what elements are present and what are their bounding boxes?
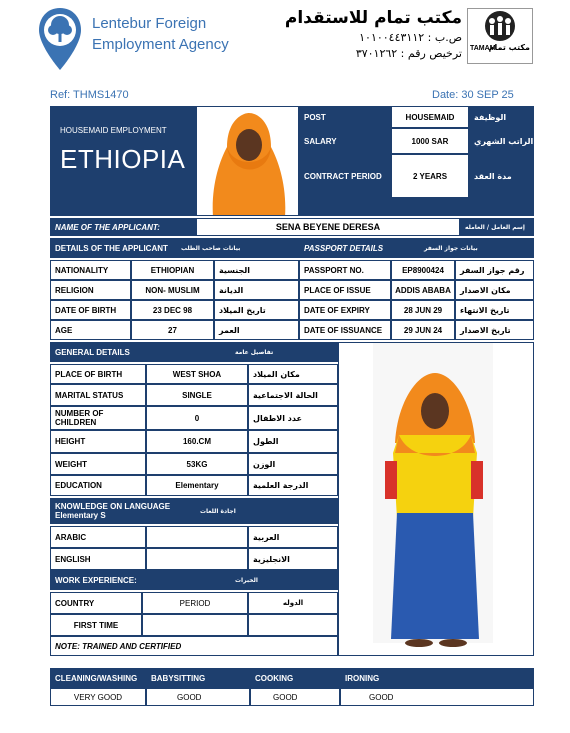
reference-number: Ref: THMS1470 (50, 89, 129, 101)
table-row-arabic: الجنسية (214, 260, 299, 280)
applicant-name-label: NAME OF THE APPLICANT: (50, 218, 196, 236)
table-row-label: DATE OF EXPIRY (299, 300, 391, 320)
work-country-label: COUNTRY (50, 592, 142, 614)
passport-header-arabic: بيانات جواز السفر (419, 238, 534, 258)
work-first-time: FIRST TIME (50, 614, 142, 636)
table-row-value: EP8900424 (391, 260, 455, 280)
table-row-value: 28 JUN 29 (391, 300, 455, 320)
language-english-ar: الانجليزية (248, 548, 338, 570)
language-header-arabic: اجادة اللغات (195, 498, 338, 524)
table-row-label: NATIONALITY (50, 260, 131, 280)
agency-logo (36, 6, 84, 74)
office-po-box: ص.ب : ١٠١٠٠٤٤٣١١٢ (359, 31, 462, 44)
agency-name: Lentebur Foreign Employment Agency (92, 15, 229, 53)
table-row-value: 29 JUN 24 (391, 320, 455, 340)
office-license: ترخيص رقم : ٣٧٠١٢٦٢ (355, 47, 462, 60)
table-row-arabic: مكان الميلاد (248, 364, 338, 384)
language-label-arabic: ARABIC (50, 526, 146, 548)
language-label-english: ENGLISH (50, 548, 146, 570)
table-row-arabic: الديانة (214, 280, 299, 300)
applicant-full-photo (338, 342, 534, 656)
work-period-label: PERIOD (142, 592, 248, 614)
table-row-arabic: تاريخ الميلاد (214, 300, 299, 320)
tree-pin-icon (36, 6, 84, 74)
arabic-office-header (262, 6, 462, 66)
table-row-value: ADDIS ABABA (391, 280, 455, 300)
passport-header: PASSPORT DETAILS (299, 238, 419, 258)
general-header-arabic: تفاصيل عامة (230, 342, 338, 362)
table-row-value: 160.CM (146, 430, 248, 453)
table-row-label: DATE OF ISSUANCE (299, 320, 391, 340)
skill-header: CLEANING/WASHING (50, 668, 146, 688)
table-row-value: 27 (131, 320, 214, 340)
table-row-arabic: الدرجة العلمية (248, 475, 338, 496)
table-row-arabic: تاريخ الاصدار (455, 320, 534, 340)
salary-label: SALARY (299, 128, 391, 154)
table-row-value: 23 DEC 98 (131, 300, 214, 320)
table-row-arabic: الوزن (248, 453, 338, 475)
table-row-label: WEIGHT (50, 453, 146, 475)
salary-arabic: الراتب الشهري (469, 128, 534, 154)
applicant-name-arabic: إسم العامل / العامله (460, 218, 534, 236)
table-row-arabic: رقم جواز السفر (455, 260, 534, 280)
table-row-label: PLACE OF BIRTH (50, 364, 146, 384)
skill-value: GOOD (250, 688, 340, 706)
table-row-value: SINGLE (146, 384, 248, 406)
table-row-value: NON- MUSLIM (131, 280, 214, 300)
work-first-time-period (142, 614, 248, 636)
details-header: DETAILS OF THE APPLICANT (50, 238, 176, 258)
country-title: ETHIOPIA (60, 144, 186, 174)
work-first-time-extra (248, 614, 338, 636)
table-row-arabic: عدد الاطفال (248, 406, 338, 430)
document-date: Date: 30 SEP 25 (432, 89, 514, 101)
table-row-label: PLACE OF ISSUE (299, 280, 391, 300)
table-row-label: DATE OF BIRTH (50, 300, 131, 320)
details-header-arabic: بيانات صاحب الطلب (176, 238, 299, 258)
post-label: POST (299, 106, 391, 128)
work-header: WORK EXPERIENCE: (50, 570, 230, 590)
work-note: NOTE: TRAINED AND CERTIFIED (50, 636, 338, 656)
table-row-value: ETHIOPIAN (131, 260, 214, 280)
office-title: مكتب تمام للاستقدام (284, 8, 462, 28)
table-row-label: NUMBER OF CHILDREN (50, 406, 146, 430)
post-arabic: الوظيفة (469, 106, 534, 128)
work-header-arabic: الخبرات (230, 570, 338, 590)
skill-value: VERY GOOD (50, 688, 146, 706)
skill-value: GOOD (340, 688, 534, 706)
top-block-spacer (299, 198, 534, 216)
contract-label: CONTRACT PERIOD (299, 154, 391, 198)
contract-arabic: مدة العقد (469, 154, 534, 198)
tamam-logo: TAMAM مكتب تمام (467, 8, 533, 64)
table-row-arabic: تاريخ الانتهاء (455, 300, 534, 320)
family-icon (468, 9, 532, 43)
language-header: KNOWLEDGE ON LANGUAGE Elementary S (50, 498, 195, 524)
table-row-value: 0 (146, 406, 248, 430)
table-row-label: EDUCATION (50, 475, 146, 496)
skill-value: GOOD (146, 688, 250, 706)
table-row-value: Elementary (146, 475, 248, 496)
applicant-name: SENA BEYENE DERESA (196, 218, 460, 236)
language-level-arabic (146, 526, 248, 548)
salary-value: 1000 SAR (391, 128, 469, 154)
table-row-label: HEIGHT (50, 430, 146, 453)
country-banner: HOUSEMAID EMPLOYMENT ETHIOPIA (50, 106, 196, 216)
language-arabic-ar: العربية (248, 526, 338, 548)
table-row-arabic: العمر (214, 320, 299, 340)
table-row-label: RELIGION (50, 280, 131, 300)
table-row-arabic: مكان الاصدار (455, 280, 534, 300)
post-value: HOUSEMAID (391, 106, 469, 128)
skill-header: BABYSITTING (146, 668, 250, 688)
table-row-value: 53KG (146, 453, 248, 475)
contract-value: 2 YEARS (391, 154, 469, 198)
general-header: GENERAL DETAILS (50, 342, 230, 362)
table-row-arabic: الحالة الاجتماعية (248, 384, 338, 406)
language-level-english (146, 548, 248, 570)
table-row-arabic: الطول (248, 430, 338, 453)
table-row-value: WEST SHOA (146, 364, 248, 384)
skill-header: COOKING (250, 668, 340, 688)
table-row-label: PASSPORT NO. (299, 260, 391, 280)
skill-header: IRONING (340, 668, 534, 688)
applicant-portrait (196, 106, 299, 216)
table-row-label: AGE (50, 320, 131, 340)
work-country-arabic: الدوله (248, 592, 338, 614)
table-row-label: MARITAL STATUS (50, 384, 146, 406)
